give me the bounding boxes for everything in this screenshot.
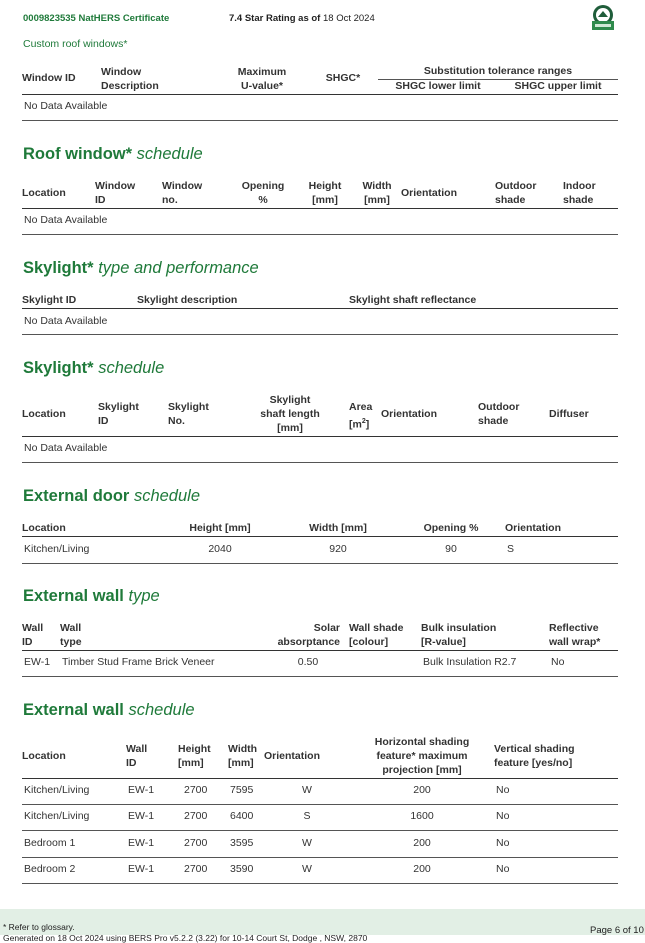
col-shgc-lower: SHGC lower limit (395, 80, 481, 92)
col-window-no-1: Window (162, 180, 203, 192)
cell-wall-id: EW-1 (128, 837, 155, 849)
section-title (23, 487, 200, 506)
section-title (23, 259, 259, 278)
col-max-u-2: U-value* (240, 80, 283, 92)
row-divider (22, 234, 618, 235)
cell-location: Bedroom 2 (24, 863, 76, 875)
title-italic: type and performance (98, 259, 259, 277)
col-skylight-no-1: Skylight (168, 401, 209, 413)
area-close: ] (365, 418, 370, 431)
cell-height: 2040 (208, 543, 232, 555)
col-width-1: Width (362, 180, 392, 192)
star-rating (229, 13, 375, 24)
header-divider (22, 436, 618, 437)
col-hshade-1: Horizontal shading (374, 736, 470, 748)
cell-height: 2700 (184, 837, 208, 849)
cell-hshade: 1600 (410, 810, 434, 822)
col-skylight-no-2: No. (168, 415, 185, 427)
col-skylight-id-1: Skylight (98, 401, 139, 413)
col-location: Location (22, 408, 66, 420)
col-skylight-id: Skylight ID (22, 294, 77, 306)
col-bulk-2: [R-value] (421, 636, 466, 648)
col-diffuser: Diffuser (549, 408, 589, 420)
col-opening-1: Opening (241, 180, 285, 192)
header-divider (22, 208, 618, 209)
col-outdoor-2: shade (495, 194, 526, 206)
cell-wall-id: EW-1 (128, 863, 155, 875)
col-solar-1: Solar (313, 622, 340, 634)
col-shade-1: Wall shade (349, 622, 404, 634)
cell-width: 3595 (230, 837, 254, 849)
row-divider (22, 676, 618, 677)
col-orientation: Orientation (264, 750, 321, 762)
cell-hshade: 200 (413, 837, 431, 849)
col-window-id-2: ID (95, 194, 106, 206)
col-hshade-2: feature* maximum (376, 750, 468, 762)
area-superscript: 2 (361, 418, 366, 425)
col-wall-id-1: Wall (22, 622, 44, 634)
cell-orientation: W (302, 837, 312, 849)
cell-wrap: No (551, 656, 565, 668)
section-title (23, 587, 160, 606)
cell-vshade: No (496, 810, 510, 822)
col-height-2: [mm] (312, 194, 338, 206)
cell-location: Kitchen/Living (24, 810, 90, 822)
header-divider (22, 650, 618, 651)
col-wall-id-2: ID (126, 757, 137, 769)
cell-opening: 90 (445, 543, 457, 555)
col-area-1: Area (349, 401, 373, 413)
col-orientation: Orientation (401, 187, 458, 199)
col-wall-id-2: ID (22, 636, 33, 648)
col-window-id-1: Window (95, 180, 136, 192)
cell-orientation: S (303, 810, 311, 822)
page-number: Page 6 of 10 (590, 925, 644, 936)
col-location: Location (22, 187, 66, 199)
col-orientation: Orientation (381, 408, 438, 420)
title-bold: Skylight* (23, 359, 94, 377)
cell-height: 2700 (184, 863, 208, 875)
col-outdoor-1: Outdoor (478, 401, 520, 413)
cell-wall-type: Timber Stud Frame Brick Veneer (62, 656, 215, 668)
col-width: Width [mm] (309, 522, 367, 534)
rating-date: 18 Oct 2024 (322, 13, 375, 24)
cell-width: 7595 (230, 784, 254, 796)
cell-hshade: 200 (413, 863, 431, 875)
header-divider (22, 536, 618, 537)
title-bold: External door (23, 487, 130, 505)
col-shaft-reflectance: Skylight shaft reflectance (349, 294, 477, 306)
cell-height: 2700 (184, 810, 208, 822)
custom-roof-windows-title: Custom roof windows* (23, 38, 128, 50)
header-divider (22, 308, 618, 309)
col-window-id: Window ID (22, 72, 76, 84)
cell-vshade: No (496, 863, 510, 875)
title-bold: External wall (23, 701, 124, 719)
empty-message: No Data Available (24, 214, 108, 226)
col-indoor-2: shade (563, 194, 594, 206)
cell-wall-id: EW-1 (128, 810, 155, 822)
col-indoor-1: Indoor (563, 180, 596, 192)
cell-vshade: No (496, 837, 510, 849)
col-bulk-1: Bulk insulation (421, 622, 497, 634)
cell-bulk: Bulk Insulation R2.7 (423, 656, 517, 668)
row-divider (22, 334, 618, 335)
col-tolerance: Substitution tolerance ranges (423, 65, 573, 77)
col-width-2: [mm] (364, 194, 390, 206)
title-italic: schedule (128, 701, 195, 719)
section-title (23, 701, 195, 720)
col-area-2 (349, 415, 369, 432)
cell-wall-id: EW-1 (24, 656, 51, 668)
cell-vshade: No (496, 784, 510, 796)
header-divider (22, 778, 618, 779)
col-shade-2: [colour] (349, 636, 389, 648)
row-divider (22, 857, 618, 858)
cell-location: Kitchen/Living (24, 543, 90, 555)
row-divider (22, 804, 618, 805)
col-hshade-3: projection [mm] (382, 764, 462, 776)
col-opening: Opening % (423, 522, 479, 534)
cell-location: Bedroom 1 (24, 837, 76, 849)
cell-wall-id: EW-1 (128, 784, 155, 796)
col-location: Location (22, 750, 66, 762)
col-height-1: Height (178, 743, 211, 755)
col-width-2: [mm] (228, 757, 254, 769)
page-header (23, 13, 375, 27)
section-title (23, 359, 164, 378)
col-shgc: SHGC* (325, 72, 361, 84)
col-wall-type-2: type (60, 636, 82, 648)
col-vshade-1: Vertical shading (494, 743, 575, 755)
area-unit: [m (349, 418, 362, 431)
col-opening-2: % (258, 194, 268, 206)
row-divider (22, 120, 618, 121)
row-divider (22, 830, 618, 831)
col-shgc-upper: SHGC upper limit (514, 80, 602, 92)
empty-message: No Data Available (24, 442, 108, 454)
col-vshade-2: feature [yes/no] (494, 757, 573, 769)
row-divider (22, 883, 618, 884)
cell-hshade: 200 (413, 784, 431, 796)
col-shaft-1: Skylight (269, 394, 311, 406)
cell-solar: 0.50 (297, 656, 319, 668)
col-height-2: [mm] (178, 757, 204, 769)
cell-width: 920 (329, 543, 347, 555)
nathers-logo-icon (590, 4, 616, 31)
col-wall-type-1: Wall (60, 622, 82, 634)
cell-location: Kitchen/Living (24, 784, 90, 796)
title-italic: schedule (136, 145, 203, 163)
empty-message: No Data Available (24, 315, 108, 327)
col-location: Location (22, 522, 66, 534)
row-divider (22, 563, 618, 564)
cell-height: 2700 (184, 784, 208, 796)
title-bold: Skylight* (23, 259, 94, 277)
col-width-1: Width (228, 743, 258, 755)
col-shaft-2: shaft length (260, 408, 320, 420)
empty-message: No Data Available (24, 100, 108, 112)
col-outdoor-1: Outdoor (495, 180, 537, 192)
col-shaft-3: [mm] (277, 422, 303, 434)
section-title (23, 145, 203, 164)
title-italic: schedule (98, 359, 165, 377)
col-wrap-2: wall wrap* (549, 636, 601, 648)
cell-orientation: W (302, 863, 312, 875)
col-skylight-id-2: ID (98, 415, 109, 427)
col-solar-2: absorptance (277, 636, 340, 648)
col-wrap-1: Reflective (549, 622, 599, 634)
title-italic: schedule (133, 487, 201, 505)
generated-note: Generated on 18 Oct 2024 using BERS Pro v5.2.2 (3.22) for 10-14 Court St, Dodge , NSW, 2870 (3, 933, 368, 943)
col-orientation: Orientation (505, 522, 562, 534)
col-window-desc-1: Window (101, 66, 142, 78)
certificate-number: 0009823535 NatHERS Certificate (23, 13, 170, 24)
col-skylight-desc: Skylight description (137, 294, 238, 306)
col-wall-id-1: Wall (126, 743, 148, 755)
cell-width: 3590 (230, 863, 254, 875)
rating-label: 7.4 Star Rating as of (229, 13, 321, 24)
cell-width: 6400 (230, 810, 254, 822)
title-italic: type (128, 587, 160, 605)
title-bold: Roof window* (23, 145, 133, 163)
glossary-note: * Refer to glossary. (3, 922, 75, 932)
col-outdoor-2: shade (478, 415, 509, 427)
page-footer (0, 909, 645, 943)
col-max-u-1: Maximum (237, 66, 287, 78)
cell-orientation: S (507, 543, 515, 555)
col-height-1: Height (308, 180, 342, 192)
col-window-desc-2: Description (101, 80, 159, 92)
row-divider (22, 462, 618, 463)
title-bold: External wall (23, 587, 124, 605)
header-divider (22, 94, 618, 95)
col-height: Height [mm] (189, 522, 251, 534)
col-window-no-2: no. (162, 194, 178, 206)
cell-orientation: W (302, 784, 312, 796)
